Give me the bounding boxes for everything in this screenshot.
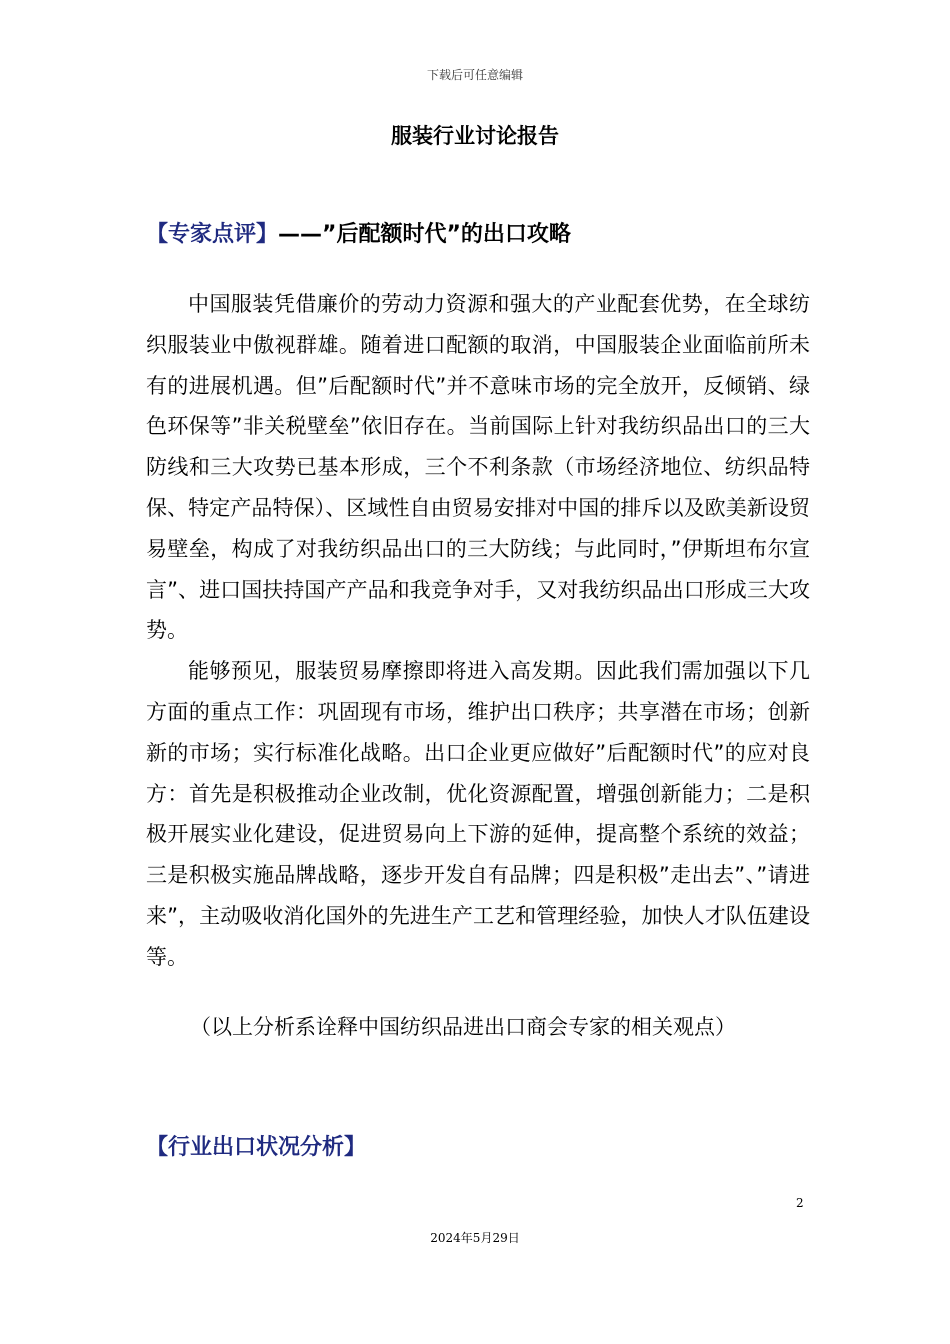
footer-date: 2024年5月29日 (430, 1231, 520, 1245)
header-note: 下载后可任意编辑 (426, 68, 523, 82)
document-title: 服装行业讨论报告 (391, 124, 559, 148)
page-number: 2 (796, 1196, 804, 1210)
section-tag: 【行业出口状况分析】 (146, 1135, 367, 1160)
paragraph: 能够预见，服装贸易摩擦即将进入高发期。因此我们需加强以下几方面的重点工作：巩固现有市场，维护出口秩序；共享潜在市场；创新新的市场；实行标准化战略。出口企业更应做好”后配额时代”的应对良方：首先是积极推动企业改制，优化资源配置，增强创新能力；二是积极开展实业化建设，促进贸易向上下游的延伸，提高整个系统的效益；三是积极实施品牌战略，逐步开发自有品牌；四是积极”走出去”、”请进来”，主动吸收消化国外的先进生产工艺和管理经验，加快人才队伍建设等。 (146, 659, 810, 969)
section-heading-export-analysis (146, 1130, 366, 1161)
section-subtitle: ——”后配额时代”的出口攻略 (278, 222, 571, 247)
body-text (146, 284, 810, 978)
section-heading-expert-review (146, 217, 571, 248)
source-note: （以上分析系诠释中国纺织品进出口商会专家的相关观点） (190, 1015, 736, 1039)
paragraph: 中国服装凭借廉价的劳动力资源和强大的产业配套优势，在全球纺织服装业中傲视群雄。随着进口配额的取消，中国服装企业面临前所未有的进展机遇。但”后配额时代”并不意味市场的完全放开，反倾销、绿色环保等”非关税壁垒”依旧存在。当前国际上针对我纺织品出口的三大防线和三大攻势已基本形成，三个不利条款（市场经济地位、纺织品特保、特定产品特保）、区域性自由贸易安排对中国的排斥以及欧美新设贸易壁垒，构成了对我纺织品出口的三大防线；与此同时，”伊斯坦布尔宣言”、进口国扶持国产产品和我竞争对手，又对我纺织品出口形成三大攻势。 (146, 292, 810, 643)
section-tag: 【专家点评】 (146, 222, 279, 247)
